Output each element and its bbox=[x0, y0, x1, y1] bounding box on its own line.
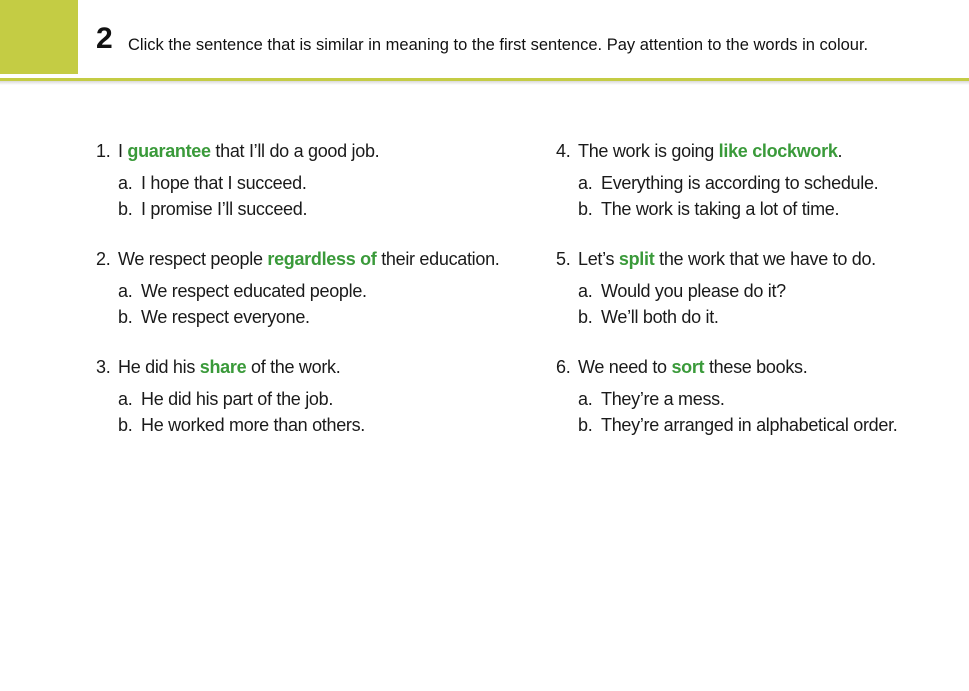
option-1b[interactable] bbox=[118, 196, 526, 222]
option-text: Everything is according to schedule. bbox=[601, 173, 879, 193]
sentence-text-after: of the work. bbox=[246, 357, 341, 377]
highlighted-phrase: regardless of bbox=[267, 249, 377, 269]
option-text: He worked more than others. bbox=[141, 415, 366, 435]
highlighted-phrase: guarantee bbox=[127, 141, 211, 161]
option-letter: b. bbox=[578, 307, 593, 327]
option-6b[interactable] bbox=[578, 412, 956, 438]
question-sentence bbox=[556, 247, 956, 271]
option-letter: b. bbox=[118, 307, 133, 327]
option-2b[interactable] bbox=[118, 304, 526, 330]
option-letter: a. bbox=[578, 281, 593, 301]
questions-column-right bbox=[556, 139, 956, 463]
option-text: The work is taking a lot of time. bbox=[601, 199, 840, 219]
sentence-text-before: Let’s bbox=[578, 249, 619, 269]
option-6a[interactable] bbox=[578, 386, 956, 412]
answer-options bbox=[96, 278, 526, 330]
option-5b[interactable] bbox=[578, 304, 956, 330]
option-text: I hope that I succeed. bbox=[141, 173, 307, 193]
highlighted-phrase: sort bbox=[671, 357, 705, 377]
option-5a[interactable] bbox=[578, 278, 956, 304]
option-letter: b. bbox=[118, 415, 133, 435]
answer-options bbox=[556, 170, 956, 222]
question-number: 6. bbox=[556, 357, 571, 377]
question-sentence bbox=[96, 247, 526, 271]
question-number: 1. bbox=[96, 141, 111, 161]
option-1a[interactable] bbox=[118, 170, 526, 196]
exercise-header bbox=[0, 0, 969, 80]
option-2a[interactable] bbox=[118, 278, 526, 304]
option-text: They’re a mess. bbox=[601, 389, 725, 409]
highlighted-phrase: share bbox=[199, 357, 247, 377]
option-text: He did his part of the job. bbox=[141, 389, 334, 409]
question-number: 4. bbox=[556, 141, 571, 161]
question-sentence bbox=[96, 355, 526, 379]
highlighted-phrase: like clockwork bbox=[718, 141, 838, 161]
option-letter: a. bbox=[118, 173, 133, 193]
sentence-text-before: We respect people bbox=[118, 249, 268, 269]
sentence-text-before: I bbox=[118, 141, 128, 161]
question-sentence bbox=[96, 139, 526, 163]
sentence-text-after: these books. bbox=[704, 357, 808, 377]
option-letter: b. bbox=[578, 199, 593, 219]
option-letter: a. bbox=[578, 389, 593, 409]
sentence-text-after: . bbox=[837, 141, 843, 161]
option-3a[interactable] bbox=[118, 386, 526, 412]
option-letter: a. bbox=[118, 389, 133, 409]
answer-options bbox=[556, 278, 956, 330]
option-letter: b. bbox=[118, 199, 133, 219]
option-text: We respect educated people. bbox=[141, 281, 367, 301]
option-4a[interactable] bbox=[578, 170, 956, 196]
option-4b[interactable] bbox=[578, 196, 956, 222]
question-sentence bbox=[556, 139, 956, 163]
option-text: I promise I’ll succeed. bbox=[141, 199, 308, 219]
sentence-text-after: their education. bbox=[376, 249, 500, 269]
option-3b[interactable] bbox=[118, 412, 526, 438]
sentence-text-after: the work that we have to do. bbox=[654, 249, 876, 269]
question-5 bbox=[556, 247, 956, 355]
question-number: 3. bbox=[96, 357, 111, 377]
sentence-text-before: He did his bbox=[118, 357, 200, 377]
question-sentence bbox=[556, 355, 956, 379]
question-1 bbox=[96, 139, 526, 247]
question-4 bbox=[556, 139, 956, 247]
question-number: 5. bbox=[556, 249, 571, 269]
sentence-text-before: We need to bbox=[578, 357, 672, 377]
question-3 bbox=[96, 355, 526, 463]
option-text: We respect everyone. bbox=[141, 307, 310, 327]
question-6 bbox=[556, 355, 956, 463]
highlighted-phrase: split bbox=[618, 249, 655, 269]
sentence-text-before: The work is going bbox=[578, 141, 719, 161]
header-accent-block bbox=[0, 0, 78, 74]
sentence-text-after: that I’ll do a good job. bbox=[210, 141, 380, 161]
option-text: Would you please do it? bbox=[601, 281, 786, 301]
question-2 bbox=[96, 247, 526, 355]
questions-column-left bbox=[96, 139, 526, 463]
question-number: 2. bbox=[96, 249, 111, 269]
exercise-number: 2 bbox=[96, 22, 113, 55]
answer-options bbox=[556, 386, 956, 438]
header-shadow bbox=[0, 81, 969, 85]
answer-options bbox=[96, 386, 526, 438]
answer-options bbox=[96, 170, 526, 222]
option-text: We’ll both do it. bbox=[601, 307, 719, 327]
exercise-instruction: Click the sentence that is similar in meaning to the first sentence. Pay attention to the words in colour. bbox=[128, 36, 869, 54]
option-letter: b. bbox=[578, 415, 593, 435]
option-letter: a. bbox=[578, 173, 593, 193]
option-letter: a. bbox=[118, 281, 133, 301]
option-text: They’re arranged in alphabetical order. bbox=[601, 415, 898, 435]
